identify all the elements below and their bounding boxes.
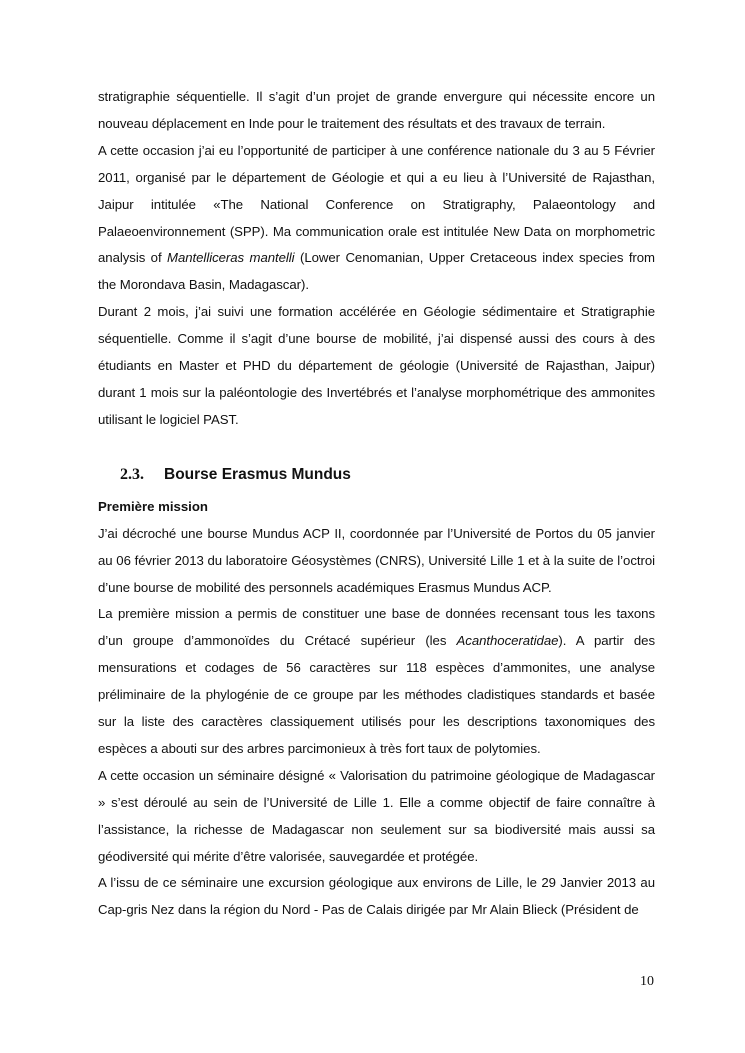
text-run: J’ai décroché une bourse Mundus ACP II, coordonnée par l’Université de Portos du 05 janvier au 06 février 2013 du laboratoire Géosystèmes (CNRS), Université Lille 1 et à la suite de l’octroi d’une bourse de mobilité des personnels académiques Erasmus Mundus ACP. xyxy=(98,525,655,595)
species-name: Mantelliceras mantelli xyxy=(167,250,295,266)
text-run: A l’issu de ce séminaire une excursion géologique aux environs de Lille, le 29 Janvier 2013 au Cap-gris Nez dans la région du Nord - Pas de Calais dirigée par Mr Alain Blieck (Président de xyxy=(98,875,655,918)
text-run: A cette occasion un séminaire désigné « Valorisation du patrimoine géologique de Madagascar » s’est déroulé au sein de l’Université de Lille 1. Elle a comme objectif de faire connaître à l’assistance, la richesse de Madagascar non seulement sur sa biodiversité mais aussi sa géodiversité qui mérite d’être valorisée, sauvegardée et protégée. xyxy=(98,767,655,864)
subheading: Première mission xyxy=(98,498,208,514)
section-heading xyxy=(120,466,655,484)
paragraph-3 xyxy=(98,521,655,602)
paragraph-5 xyxy=(98,763,655,871)
paragraph-0 xyxy=(98,84,655,138)
text-run: ). A partir des mensurations et codages de 56 caractères sur 118 espèces d’ammonites, une analyse préliminaire de la phylogénie de ce groupe par les méthodes cladistiques standards et basée sur la liste des caractères classiquement utilisés pour les descriptions taxonomiques des espèces a abouti sur des arbres parcimonieux à très fort taux de polytomies. xyxy=(98,633,655,756)
section-number: 2.3. xyxy=(120,465,144,483)
text-run: (Lower Cenomanian, Upper Cretaceous index species from the Morondava Basin, Madagascar). xyxy=(98,250,655,293)
paragraph-2 xyxy=(98,299,655,434)
paragraphs-bottom xyxy=(98,521,655,925)
text-run: A cette occasion j’ai eu l’opportunité de participer à une conférence nationale du 3 au 5 Février 2011, organisé par le département de Géologie et qui a eu lieu à l’Université de Rajasthan, Jaipur intitulée «The National Conference on Stratigraphy, Palaeontology and Palaeoenvironnement (SPP). Ma communication orale est intitulée New Data on morphometric analysis of xyxy=(98,142,655,266)
paragraph-4 xyxy=(98,601,655,762)
text-run: La première mission a permis de constituer une base de données recensant tous les taxons d’un groupe d’ammonoïdes du Crétacé supérieur (les xyxy=(98,606,655,649)
text-run: Durant 2 mois, j’ai suivi une formation accélérée en Géologie sédimentaire et Stratigraphie séquentielle. Comme il s’agit d’une bourse de mobilité, j’ai dispensé aussi des cours à des étudiants en Master et PHD du département de géologie (Université de Rajasthan, Jaipur) durant 1 mois sur la paléontologie des Invertébrés et l’analyse morphométrique des ammonites utilisant le logiciel PAST. xyxy=(98,304,655,427)
paragraphs-top xyxy=(98,84,655,434)
text-run: stratigraphie séquentielle. Il s’agit d’un projet de grande envergure qui nécessite encore un nouveau déplacement en Inde pour le traitement des résultats et des travaux de terrain. xyxy=(98,89,655,131)
paragraph-6 xyxy=(98,870,655,924)
taxon-name: Acanthoceratidae xyxy=(456,633,559,649)
section-title: Bourse Erasmus Mundus xyxy=(164,465,351,483)
page-number: 10 xyxy=(640,974,654,989)
document-page xyxy=(98,84,655,924)
paragraph-1 xyxy=(98,138,655,299)
